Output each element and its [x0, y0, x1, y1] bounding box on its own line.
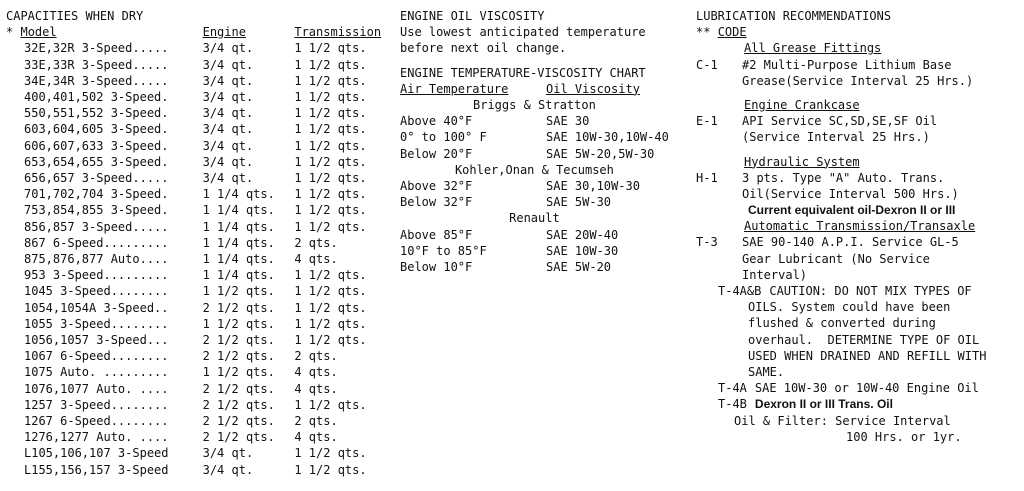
transmission-cell: 4 qts. [294, 430, 338, 445]
lubrication-line [696, 267, 1022, 283]
engine-cell: 3/4 qt. [202, 41, 254, 56]
engine-cell: 1 1/2 qts. [202, 316, 275, 331]
capacities-header-row [6, 24, 392, 40]
table-row [6, 105, 392, 121]
table-row [6, 413, 392, 429]
table-row [6, 316, 392, 332]
viscosity-row [400, 178, 669, 194]
lubrication-line [696, 73, 1022, 89]
lubrication-heading [696, 40, 1022, 56]
lubrication-title: LUBRICATION RECOMMENDATIONS [696, 9, 892, 23]
air-temp-cell: Below 10°F [400, 259, 473, 274]
air-temp-header-cell [400, 81, 546, 97]
table-row [6, 300, 392, 316]
transmission-header: Transmission [294, 25, 382, 40]
engine-cell: 2 1/2 qts. [202, 430, 275, 445]
model-cell: 550,551,552 3-Speed. [24, 106, 169, 121]
table-row [6, 154, 392, 170]
model-cell: 34E,34R 3-Speed..... [24, 73, 169, 88]
transmission-cell: 2 qts. [294, 235, 338, 250]
table-row [6, 186, 392, 202]
lubrication-line [696, 251, 1022, 267]
engine-cell: 2 1/2 qts. [202, 349, 275, 364]
code-label: C-1 [696, 57, 718, 72]
engine-cell: 1 1/4 qts. [202, 203, 275, 218]
model-cell: 1075 Auto. ......... [24, 365, 169, 380]
engine-group-name: Kohler,Onan & Tecumseh [454, 162, 614, 177]
table-row [6, 429, 392, 445]
asterisk-marker: * [6, 25, 14, 40]
caution-line [696, 283, 1022, 299]
lubrication-body [696, 40, 1022, 445]
viscosity-title: ENGINE OIL VISCOSITY [400, 9, 545, 23]
filter-line: 100 Hrs. or 1yr. [846, 429, 962, 444]
transmission-cell: 1 1/2 qts. [294, 300, 367, 315]
code-label: E-1 [696, 114, 718, 129]
caution-line: OILS. System could have been [748, 300, 951, 315]
lubrication-text: Gear Lubricant (No Service [742, 251, 930, 266]
model-cell: 32E,32R 3-Speed..... [24, 41, 169, 56]
lubrication-line [696, 170, 1022, 186]
lubrication-heading-text: All Grease Fittings [744, 41, 882, 56]
transmission-cell: 1 1/2 qts. [294, 219, 367, 234]
model-cell: 1267 6-Speed........ [24, 414, 169, 429]
engine-cell: 3/4 qt. [202, 138, 254, 153]
code-t4a-line [696, 380, 1022, 396]
model-cell: 400,401,502 3-Speed. [24, 90, 169, 104]
viscosity-section [400, 8, 685, 275]
caution-text: CAUTION: DO NOT MIX TYPES OF [769, 284, 972, 298]
lubrication-heading-text: Engine Crankcase [744, 97, 860, 112]
viscosity-chart-table [400, 81, 669, 275]
transmission-cell: 1 1/2 qts. [294, 122, 367, 137]
lubrication-line [696, 129, 1022, 145]
table-row [6, 348, 392, 364]
engine-cell: 2 1/2 qts. [202, 300, 275, 315]
transmission-cell: 4 qts. [294, 365, 338, 380]
model-cell: 1055 3-Speed........ [24, 316, 169, 331]
capacities-body [6, 40, 392, 477]
air-temp-cell: 10°F to 85°F [400, 243, 487, 258]
table-row [6, 138, 392, 154]
caution-code: T-4A&B [718, 284, 762, 298]
lubrication-heading [696, 218, 1022, 234]
table-row [6, 462, 392, 478]
model-cell: 1054,1054A 3-Speed.. [24, 300, 169, 315]
engine-cell: 2 1/2 qts. [202, 397, 275, 412]
table-row [6, 445, 392, 461]
lubrication-line [696, 234, 1022, 250]
viscosity-row [400, 243, 669, 259]
model-cell: 867 6-Speed......... [24, 235, 169, 250]
transmission-cell: 1 1/2 qts. [294, 446, 367, 461]
oil-visc-cell: SAE 5W-20,5W-30 [546, 146, 655, 161]
model-cell: L155,156,157 3-Speed [24, 462, 169, 477]
engine-cell: 1 1/4 qts. [202, 268, 275, 283]
engine-cell: 3/4 qt. [202, 73, 254, 88]
model-cell: 701,702,704 3-Speed. [24, 187, 169, 202]
viscosity-row [400, 259, 669, 275]
model-cell: 1045 3-Speed........ [24, 284, 169, 299]
lubrication-text: Grease(Service Interval 25 Hrs.) [742, 73, 974, 88]
viscosity-row [400, 146, 669, 162]
engine-header: Engine [202, 25, 246, 40]
viscosity-row [400, 113, 669, 129]
engine-cell: 2 1/2 qts. [202, 381, 275, 396]
engine-group-row [400, 97, 669, 113]
caution-line: flushed & converted during [748, 316, 936, 331]
table-row [6, 251, 392, 267]
model-cell: 1056,1057 3-Speed... [24, 333, 169, 348]
code-label [696, 129, 742, 145]
transmission-cell: 2 qts. [294, 414, 338, 429]
table-row [6, 381, 392, 397]
lubrication-text: SAE 10W-30 or 10W-40 Engine Oil [754, 381, 979, 396]
transmission-cell: 1 1/2 qts. [294, 268, 367, 283]
lubrication-heading [696, 97, 1022, 113]
table-row [6, 267, 392, 283]
code-header: CODE [717, 25, 747, 40]
transmission-cell: 1 1/2 qts. [294, 187, 367, 202]
engine-cell: 3/4 qt. [202, 446, 254, 461]
engine-cell: 1 1/4 qts. [202, 252, 275, 267]
engine-cell: 1 1/4 qts. [202, 235, 275, 250]
table-row [6, 40, 392, 56]
lubrication-note: Dexron II or III Trans. Oil [754, 397, 893, 412]
transmission-cell: 1 1/2 qts. [294, 397, 367, 412]
lubrication-text: SAE 90-140 A.P.I. Service GL-5 [742, 235, 959, 250]
lubrication-text: #2 Multi-Purpose Lithium Base [742, 57, 952, 72]
engine-cell: 1 1/4 qts. [202, 219, 275, 234]
caution-line: overhaul. DETERMINE TYPE OF OIL [748, 332, 980, 347]
spacer [696, 146, 1022, 154]
model-cell: 653,654,655 3-Speed. [24, 154, 169, 169]
air-temp-cell: Below 32°F [400, 195, 473, 210]
engine-group-name: Briggs & Stratton [473, 97, 596, 112]
engine-group-row [400, 210, 669, 226]
table-row [6, 170, 392, 186]
transmission-cell: 1 1/2 qts. [294, 284, 367, 299]
transmission-cell: 1 1/2 qts. [294, 138, 367, 153]
oil-visc-cell: SAE 20W-40 [546, 227, 619, 242]
viscosity-header-row [400, 81, 669, 97]
lubrication-heading-text: Automatic Transmission/Transaxle [744, 219, 976, 234]
model-cell: 656,657 3-Speed..... [24, 171, 169, 186]
viscosity-text-2: before next oil change. [400, 41, 567, 56]
viscosity-text-1: Use lowest anticipated temperature [400, 25, 646, 40]
transmission-cell: 1 1/2 qts. [294, 316, 367, 331]
transmission-cell: 1 1/2 qts. [294, 333, 367, 348]
transmission-header-cell [294, 24, 392, 40]
oil-visc-header-cell [546, 81, 669, 97]
transmission-cell: 1 1/2 qts. [294, 154, 367, 169]
lubrication-text: 3 pts. Type "A" Auto. Trans. [742, 170, 945, 185]
caution-line: USED WHEN DRAINED AND REFILL WITH [748, 348, 987, 363]
air-temp-cell: Below 20°F [400, 146, 473, 161]
engine-cell: 2 1/2 qts. [202, 414, 275, 429]
lubrication-text: Interval) [742, 267, 808, 282]
air-temp-cell: Above 85°F [400, 227, 473, 242]
lubrication-text: Oil(Service Interval 500 Hrs.) [742, 186, 959, 201]
oil-visc-cell: SAE 5W-30 [546, 195, 612, 210]
table-row [6, 73, 392, 89]
transmission-cell: 1 1/2 qts. [294, 90, 367, 104]
engine-cell: 3/4 qt. [202, 154, 254, 169]
transmission-cell: 4 qts. [294, 381, 338, 396]
code-t4b-line [696, 396, 1022, 412]
engine-cell: 3/4 qt. [202, 90, 254, 104]
lubrication-line [696, 57, 1022, 73]
air-temp-cell: Above 40°F [400, 114, 473, 129]
table-row [6, 397, 392, 413]
model-header: Model [20, 25, 57, 40]
engine-group-row [400, 162, 669, 178]
double-asterisk-marker: ** [696, 25, 711, 40]
capacities-section [6, 8, 392, 478]
transmission-cell: 4 qts. [294, 252, 338, 267]
table-row [6, 332, 392, 348]
engine-cell: 3/4 qt. [202, 462, 254, 477]
transmission-cell: 2 qts. [294, 349, 338, 364]
oil-visc-cell: SAE 5W-20 [546, 259, 612, 274]
code-label: H-1 [696, 170, 718, 185]
model-cell: 1067 6-Speed........ [24, 349, 169, 364]
model-cell: 753,854,855 3-Speed. [24, 203, 169, 218]
lubrication-note: Current equivalent oil-Dexron II or III [748, 203, 956, 218]
table-row [6, 283, 392, 299]
oil-visc-cell: SAE 10W-30 [546, 243, 619, 258]
engine-cell: 3/4 qt. [202, 122, 254, 137]
oil-visc-header: Oil Viscosity [546, 81, 640, 96]
filter-line: Oil & Filter: Service Interval [734, 413, 951, 428]
table-row [6, 57, 392, 73]
code-header-line [696, 24, 1022, 40]
model-cell: 875,876,877 Auto.... [24, 252, 169, 267]
transmission-cell: 1 1/2 qts. [294, 203, 367, 218]
model-header-cell [6, 24, 203, 40]
lubrication-line [696, 113, 1022, 129]
model-cell: L105,106,107 3-Speed [24, 446, 169, 461]
code-label: T-4B [718, 397, 747, 412]
table-row [6, 219, 392, 235]
oil-visc-cell: SAE 30 [546, 114, 590, 129]
code-label [696, 251, 742, 267]
code-label [696, 267, 742, 283]
transmission-cell: 1 1/2 qts. [294, 462, 367, 477]
engine-cell: 1 1/2 qts. [202, 284, 275, 299]
model-cell: 856,857 3-Speed..... [24, 219, 169, 234]
engine-header-cell [203, 24, 295, 40]
engine-cell: 3/4 qt. [202, 171, 254, 186]
lubrication-heading [696, 154, 1022, 170]
model-cell: 33E,33R 3-Speed..... [24, 57, 169, 72]
lubrication-section [696, 8, 1022, 445]
table-row [6, 364, 392, 380]
model-cell: 1076,1077 Auto. .... [24, 381, 169, 396]
transmission-cell: 1 1/2 qts. [294, 41, 367, 56]
oil-visc-cell: SAE 10W-30,10W-40 [546, 130, 669, 145]
engine-group-name: Renault [509, 211, 560, 226]
transmission-cell: 1 1/2 qts. [294, 57, 367, 72]
engine-cell: 1 1/4 qts. [202, 187, 275, 202]
table-row [6, 89, 392, 105]
code-label [696, 73, 742, 89]
code-label: T-4A [718, 381, 747, 396]
air-temp-header: Air Temperature [400, 81, 509, 96]
lubrication-text: API Service SC,SD,SE,SF Oil [742, 114, 938, 129]
air-temp-cell: Above 32°F [400, 178, 473, 193]
viscosity-row [400, 129, 669, 145]
model-cell: 1257 3-Speed........ [24, 397, 169, 412]
capacities-table [6, 24, 392, 478]
capacities-title: CAPACITIES WHEN DRY [6, 9, 144, 23]
code-label [696, 186, 742, 202]
lubrication-line [696, 186, 1022, 202]
table-row [6, 121, 392, 137]
spacer [400, 57, 685, 65]
engine-cell: 1 1/2 qts. [202, 365, 275, 380]
oil-visc-cell: SAE 30,10W-30 [546, 178, 640, 193]
engine-cell: 3/4 qt. [202, 106, 254, 121]
lubrication-heading-text: Hydraulic System [744, 154, 860, 169]
model-cell: 1276,1277 Auto. .... [24, 430, 169, 445]
table-row [6, 202, 392, 218]
viscosity-chart-title: ENGINE TEMPERATURE-VISCOSITY CHART [400, 65, 646, 80]
model-cell: 606,607,633 3-Speed. [24, 138, 169, 153]
code-label: T-3 [696, 235, 718, 250]
transmission-cell: 1 1/2 qts. [294, 106, 367, 121]
model-cell: 953 3-Speed......... [24, 268, 169, 283]
model-cell: 603,604,605 3-Speed. [24, 122, 169, 137]
viscosity-row [400, 194, 669, 210]
caution-line: SAME. [748, 364, 785, 379]
table-row [6, 235, 392, 251]
lubrication-text: (Service Interval 25 Hrs.) [742, 130, 930, 145]
viscosity-body [400, 97, 669, 275]
transmission-cell: 1 1/2 qts. [294, 171, 367, 186]
spacer [696, 89, 1022, 97]
air-temp-cell: 0° to 100° F [400, 130, 487, 145]
engine-cell: 3/4 qt. [202, 57, 254, 72]
engine-cell: 2 1/2 qts. [202, 333, 275, 348]
viscosity-row [400, 227, 669, 243]
transmission-cell: 1 1/2 qts. [294, 73, 367, 88]
